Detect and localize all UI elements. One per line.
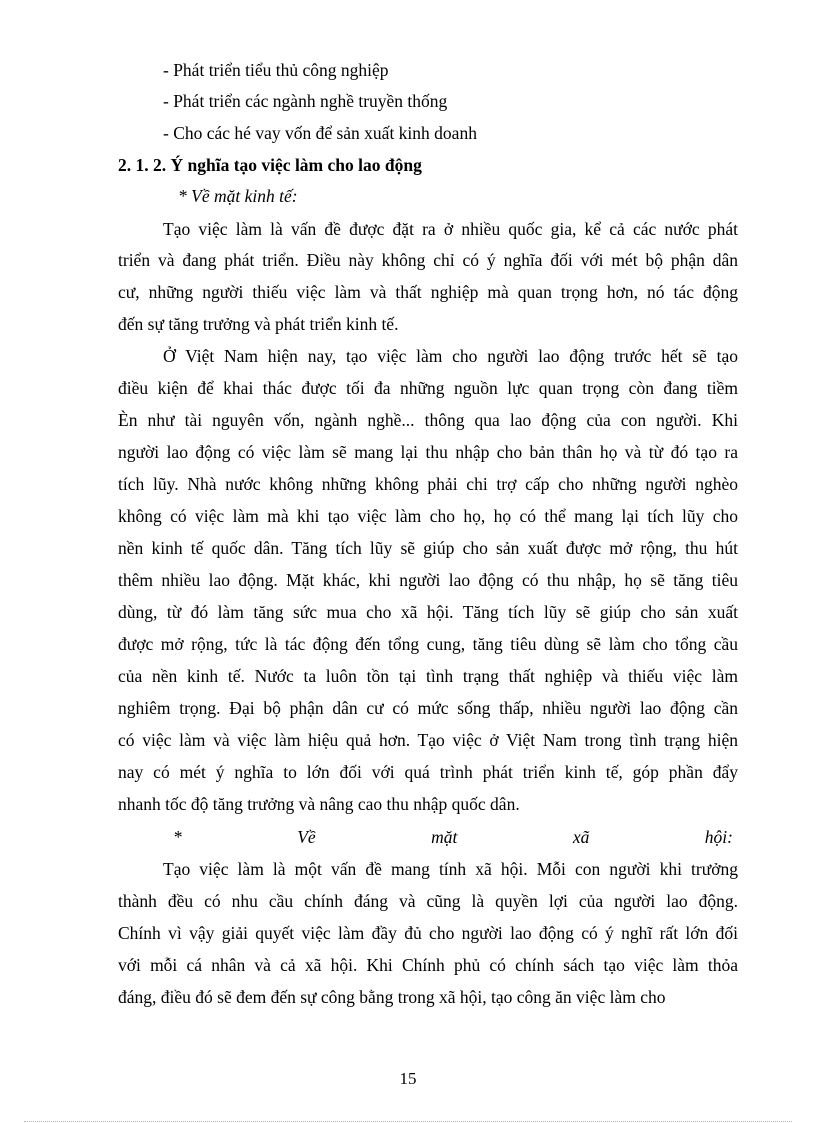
bullet-item: - Phát triển các ngành nghề truyền thống (163, 91, 448, 111)
paragraph-line: nhanh tốc độ tăng trưởng và nâng cao thu nhập quốc dân. (118, 794, 520, 814)
paragraph-line: Tạo việc làm là vấn đề được đặt ra ở nhiều quốc gia, kể cả các nước phát (163, 219, 738, 239)
page-number: 15 (399, 1069, 417, 1088)
paragraph-line: cư, những người thiếu việc làm và thất nghiệp mà quan trọng hơn, nó tác động (118, 282, 738, 302)
paragraph-line: Ở Việt Nam hiện nay, tạo việc làm cho người lao động trước hết sẽ tạo (163, 346, 738, 366)
paragraph-line: của nền kinh tế. Nước ta luôn tồn tại tình trạng thất nghiệp và thiếu việc làm (118, 666, 738, 686)
bullet-item: - Phát triển tiểu thủ công nghiệp (163, 60, 389, 80)
paragraph-line: tích lũy. Nhà nước không những không phải chi trợ cấp cho những người nghèo (118, 474, 738, 494)
paragraph-line: đến sự tăng trưởng và phát triển kinh tế. (118, 314, 399, 334)
paragraph-line: nghiêm trọng. Đại bộ phận dân cư có mức sống thấp, nhiều người lao động cần (118, 698, 738, 718)
paragraph-line: thêm nhiều lao động. Mặt khác, khi người lao động có thu nhập, họ sẽ tăng tiêu (118, 570, 738, 590)
paragraph-line: Chính vì vậy giải quyết việc làm đầy đủ cho người lao động có ý nghĩ rất lớn đối (118, 923, 738, 943)
paragraph-line: điều kiện để khai thác được tối đa những nguồn lực quan trọng còn đang tiềm (118, 378, 738, 398)
paragraph-line: không có việc làm mà khi tạo việc làm cho họ, họ có thể mang lại tích lũy cho (118, 506, 738, 526)
paragraph-line: đáng, điều đó sẽ đem đến sự công bằng trong xã hội, tạo công ăn việc làm cho (118, 987, 666, 1007)
paragraph-line: Tạo việc làm là một vấn đề mang tính xã hội. Mỗi con người khi trưởng (163, 859, 738, 879)
section-heading: 2. 1. 2. Ý nghĩa tạo việc làm cho lao động (118, 155, 422, 175)
page-divider (24, 1121, 792, 1122)
bullet-item: - Cho các hé vay vốn để sản xuất kinh doanh (163, 123, 477, 143)
paragraph-line: được mở rộng, tức là tác động đến tổng cung, tăng tiêu dùng sẽ làm cho tổng cầu (118, 634, 738, 654)
subheading-economic: * Về mặt kinh tế: (178, 186, 298, 206)
paragraph-line: thành đều có nhu cầu chính đáng và cũng là quyền lợi của người lao động. (118, 891, 738, 911)
paragraph-line: Èn như tài nguyên vốn, ngành nghề... thông qua lao động của con người. Khi (118, 410, 738, 430)
paragraph-line: nền kinh tế quốc dân. Tăng tích lũy sẽ giúp cho sản xuất được mở rộng, thu hút (118, 538, 738, 558)
paragraph-line: triển và đang phát triển. Điều này không chỉ có ý nghĩa đối với mét bộ phận dân (118, 250, 738, 270)
paragraph-line: nay có mét ý nghĩa to lớn đối với quá trình phát triển kinh tế, góp phần đẩy (118, 762, 738, 782)
paragraph-line: với mỗi cá nhân và cả xã hội. Khi Chính phủ có chính sách tạo việc làm thỏa (118, 955, 738, 975)
paragraph-line: dùng, từ đó làm tăng sức mua cho xã hội. Tăng tích lũy sẽ giúp cho sản xuất (118, 602, 738, 622)
subheading-social: * Về mặt xã hội: (173, 827, 733, 847)
paragraph-line: có việc làm và việc làm hiệu quả hơn. Tạo việc ở Việt Nam trong tình trạng hiện (118, 730, 738, 750)
paragraph-line: người lao động có việc làm sẽ mang lại thu nhập cho bản thân họ và từ đó tạo ra (118, 442, 738, 462)
